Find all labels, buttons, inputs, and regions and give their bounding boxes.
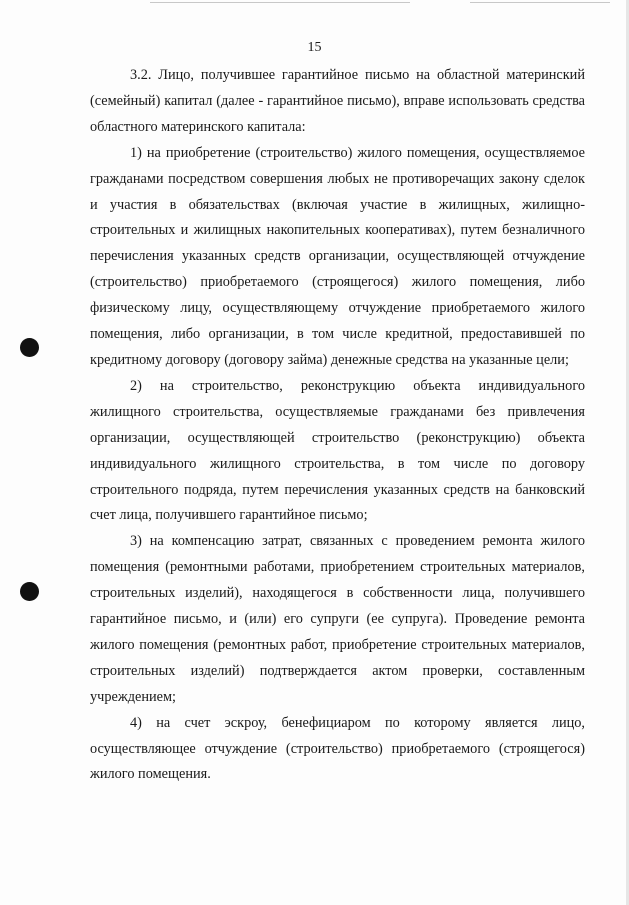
paragraph-3-2-intro: 3.2. Лицо, получившее гарантийное письмо на областной материнский (семейный) капитал (далее - гарантийное письмо), вправе использовать средства областного материнского капитала:	[90, 67, 585, 135]
scan-edge-line	[150, 2, 410, 3]
paragraph-item-2: 2) на строительство, реконструкцию объекта индивидуального жилищного строительства, осуществляемые гражданами без привлечения организации, осуществляющей строительство (реконструкцию) объекта индивидуального жилищного строительства, в том числе по договору строительного подряда, путем перечисления указанных средств на банковский счет лица, получившего гарантийное письмо;	[90, 377, 585, 524]
paragraph-item-3: 3) на компенсацию затрат, связанных с проведением ремонта жилого помещения (ремонтными работами, приобретением строительных материалов, строительных изделий), находящегося в собственности лица, получившего гарантийное письмо, и (или) его супруги (ее супруга). Проведение ремонта жилого помещения (ремонтных работ, приобретение строительных материалов, строительных изделий) подтверждается актом проверки, составленным учреждением;	[90, 533, 585, 705]
document-body	[90, 63, 585, 788]
page-number: 15	[307, 40, 322, 55]
paragraph-item-4: 4) на счет эскроу, бенефициаром по которому является лицо, осуществляющее отчуждение (строительство) приобретаемого (строящегося) жилого помещения.	[90, 714, 585, 783]
scan-edge-line	[470, 2, 610, 3]
binder-hole-mark	[20, 338, 39, 357]
paragraph-item-1: 1) на приобретение (строительство) жилого помещения, осуществляемое гражданами посредством совершения любых не противоречащих закону сделок и участия в обязательствах (включая участие в жилищных, жилищно-строительных и жилищных накопительных кооперативах), путем безналичного перечисления указанных средств организации, осуществляющей отчуждение (строительство) приобретаемого (строящегося) жилого помещения, либо физическому лицу, осуществляющему отчуждение приобретаемого жилого помещения, либо организации, в том числе кредитной, предоставившей по кредитному договору (договору займа) денежные средства на указанные цели;	[90, 144, 585, 368]
binder-hole-mark	[20, 582, 39, 601]
